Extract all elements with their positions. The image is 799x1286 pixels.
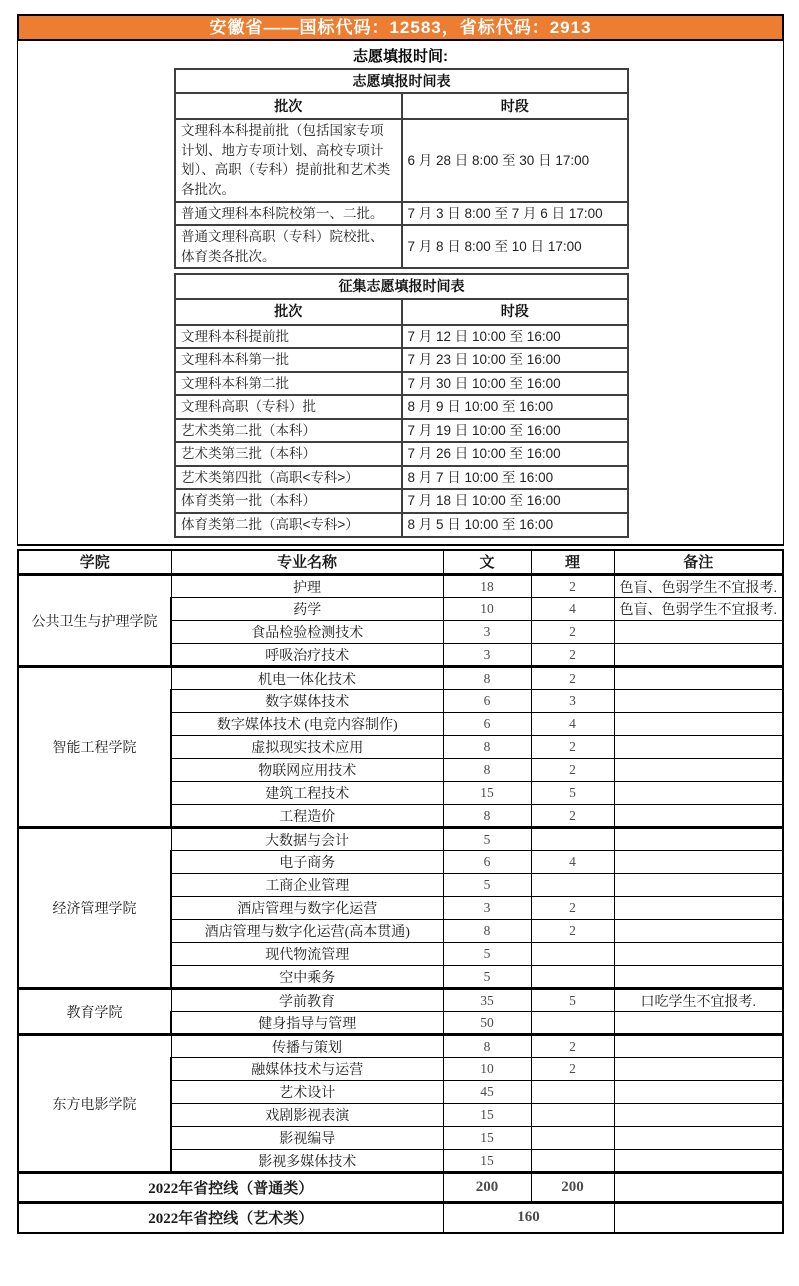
- major-name-cell: 建筑工程技术: [171, 782, 443, 805]
- wen-count-cell: 8: [443, 1035, 531, 1058]
- time-cell: 8 月 7 日 10:00 至 16:00: [402, 466, 629, 490]
- note-cell: [614, 1150, 783, 1173]
- major-name-cell: 学前教育: [171, 989, 443, 1012]
- li-count-cell: 4: [531, 598, 614, 621]
- majors-table: [17, 549, 784, 1234]
- li-count-cell: [531, 1127, 614, 1150]
- timetable-row: [175, 489, 628, 513]
- time-cell: 7 月 30 日 10:00 至 16:00: [402, 372, 629, 396]
- note-cell: [614, 805, 783, 828]
- wen-count-cell: 8: [443, 667, 531, 690]
- major-column-header: 专业名称: [171, 550, 443, 575]
- li-count-cell: [531, 1012, 614, 1035]
- li-count-cell: [531, 1150, 614, 1173]
- time-cell: 7 月 23 日 10:00 至 16:00: [402, 348, 629, 372]
- wen-count-cell: 3: [443, 644, 531, 667]
- college-group: [18, 575, 783, 667]
- note-cell: 口吃学生不宜报考.: [614, 989, 783, 1012]
- note-cell: [614, 920, 783, 943]
- section-title: 志愿填报时间:: [353, 48, 448, 65]
- major-row: [18, 667, 783, 690]
- batch-cell: 文理科本科提前批: [175, 325, 402, 349]
- li-count-cell: [531, 874, 614, 897]
- table-title-row: [175, 274, 628, 298]
- control-line-combined-value: 160: [443, 1203, 614, 1233]
- wen-count-cell: 5: [443, 943, 531, 966]
- note-cell: [614, 828, 783, 851]
- major-name-cell: 虚拟现实技术应用: [171, 736, 443, 759]
- college-column-header: 学院: [18, 550, 171, 575]
- time-cell: 8 月 9 日 10:00 至 16:00: [402, 395, 629, 419]
- timetable-row: [175, 348, 628, 372]
- note-cell: [614, 966, 783, 989]
- application-time-section: [17, 41, 784, 546]
- major-name-cell: 空中乘务: [171, 966, 443, 989]
- majors-table-section: [17, 549, 784, 1234]
- note-cell: [614, 1127, 783, 1150]
- li-count-cell: 2: [531, 575, 614, 598]
- wen-count-cell: 45: [443, 1081, 531, 1104]
- timetable-row: [175, 442, 628, 466]
- note-cell: [614, 874, 783, 897]
- control-line-footer: [18, 1173, 783, 1203]
- wen-count-cell: 8: [443, 759, 531, 782]
- major-name-cell: 融媒体技术与运营: [171, 1058, 443, 1081]
- time-cell: 7 月 26 日 10:00 至 16:00: [402, 442, 629, 466]
- province-header-text: 安徽省——国标代码：12583，省标代码：2913: [209, 18, 592, 37]
- batch-column-header: 批次: [175, 93, 402, 119]
- li-count-cell: [531, 828, 614, 851]
- college-group: [18, 667, 783, 828]
- note-cell: 色盲、色弱学生不宜报考.: [614, 575, 783, 598]
- table-header-row: [175, 299, 628, 325]
- timetable-row: [175, 419, 628, 443]
- major-name-cell: 数字媒体技术: [171, 690, 443, 713]
- major-name-cell: 食品检验检测技术: [171, 621, 443, 644]
- major-name-cell: 数字媒体技术 (电竞内容制作): [171, 713, 443, 736]
- control-line-footer: [18, 1203, 783, 1233]
- sheet: [17, 14, 784, 1234]
- application-timetable: [174, 68, 629, 269]
- college-cell: 经济管理学院: [18, 828, 171, 989]
- major-name-cell: 酒店管理与数字化运营: [171, 897, 443, 920]
- li-count-cell: 4: [531, 713, 614, 736]
- batch-cell: 艺术类第三批（本科）: [175, 442, 402, 466]
- wen-column-header: 文: [443, 550, 531, 575]
- major-row: [18, 575, 783, 598]
- note-cell: [614, 1012, 783, 1035]
- control-line-label: 2022年省控线（艺术类）: [18, 1203, 443, 1233]
- control-line-label: 2022年省控线（普通类）: [18, 1173, 443, 1203]
- college-cell: 教育学院: [18, 989, 171, 1035]
- note-cell: 色盲、色弱学生不宜报考.: [614, 598, 783, 621]
- li-count-cell: 4: [531, 851, 614, 874]
- timetable-row: [175, 202, 628, 226]
- major-name-cell: 护理: [171, 575, 443, 598]
- time-column-header: 时段: [402, 93, 629, 119]
- major-name-cell: 现代物流管理: [171, 943, 443, 966]
- college-cell: 东方电影学院: [18, 1035, 171, 1173]
- control-line-li-value: 200: [531, 1173, 614, 1203]
- batch-cell: 普通文理科高职（专科）院校批、体育类各批次。: [175, 225, 402, 268]
- note-cell: [614, 1035, 783, 1058]
- major-name-cell: 药学: [171, 598, 443, 621]
- timetable-row: [175, 466, 628, 490]
- wen-count-cell: 3: [443, 897, 531, 920]
- timetable-row: [175, 225, 628, 268]
- major-name-cell: 酒店管理与数字化运营(高本贯通): [171, 920, 443, 943]
- note-cell: [614, 943, 783, 966]
- table-title-row: [175, 69, 628, 93]
- major-name-cell: 机电一体化技术: [171, 667, 443, 690]
- control-line-wen-value: 200: [443, 1173, 531, 1203]
- timetable-row: [175, 513, 628, 537]
- note-cell: [614, 736, 783, 759]
- supplementary-timetable: [174, 273, 629, 537]
- batch-cell: 文理科本科提前批（包括国家专项计划、地方专项计划、高校专项计划）、高职（专科）提前批和艺术类各批次。: [175, 119, 402, 201]
- li-count-cell: 2: [531, 805, 614, 828]
- note-cell: [614, 1203, 783, 1233]
- timetable-row: [175, 395, 628, 419]
- major-row: [18, 1035, 783, 1058]
- wen-count-cell: 35: [443, 989, 531, 1012]
- li-count-cell: 3: [531, 690, 614, 713]
- li-count-cell: 2: [531, 621, 614, 644]
- note-cell: [614, 644, 783, 667]
- timetable-row: [175, 325, 628, 349]
- wen-count-cell: 6: [443, 851, 531, 874]
- li-count-cell: 2: [531, 1058, 614, 1081]
- li-count-cell: 2: [531, 897, 614, 920]
- table-header-row: [175, 93, 628, 119]
- time-cell: 7 月 8 日 8:00 至 10 日 17:00: [402, 225, 629, 268]
- wen-count-cell: 8: [443, 805, 531, 828]
- batch-cell: 体育类第二批（高职<专科>）: [175, 513, 402, 537]
- major-name-cell: 电子商务: [171, 851, 443, 874]
- wen-count-cell: 5: [443, 828, 531, 851]
- major-name-cell: 影视多媒体技术: [171, 1150, 443, 1173]
- batch-cell: 艺术类第二批（本科）: [175, 419, 402, 443]
- note-cell: [614, 1058, 783, 1081]
- time-cell: 8 月 5 日 10:00 至 16:00: [402, 513, 629, 537]
- note-cell: [614, 690, 783, 713]
- major-name-cell: 传播与策划: [171, 1035, 443, 1058]
- li-column-header: 理: [531, 550, 614, 575]
- batch-cell: 艺术类第四批（高职<专科>）: [175, 466, 402, 490]
- major-row: [18, 828, 783, 851]
- li-count-cell: [531, 966, 614, 989]
- note-cell: [614, 1104, 783, 1127]
- li-count-cell: 5: [531, 989, 614, 1012]
- wen-count-cell: 10: [443, 1058, 531, 1081]
- li-count-cell: 2: [531, 667, 614, 690]
- batch-cell: 体育类第一批（本科）: [175, 489, 402, 513]
- wen-count-cell: 8: [443, 736, 531, 759]
- wen-count-cell: 50: [443, 1012, 531, 1035]
- batch-cell: 文理科本科第二批: [175, 372, 402, 396]
- wen-count-cell: 5: [443, 874, 531, 897]
- note-cell: [614, 759, 783, 782]
- college-group: [18, 1035, 783, 1173]
- major-name-cell: 工程造价: [171, 805, 443, 828]
- timetable1-title: 志愿填报时间表: [175, 69, 628, 93]
- batch-cell: 普通文理科本科院校第一、二批。: [175, 202, 402, 226]
- time-column-header: 时段: [402, 299, 629, 325]
- major-name-cell: 健身指导与管理: [171, 1012, 443, 1035]
- li-count-cell: 2: [531, 920, 614, 943]
- majors-header-row: [18, 550, 783, 575]
- note-column-header: 备注: [614, 550, 783, 575]
- batch-column-header: 批次: [175, 299, 402, 325]
- note-cell: [614, 782, 783, 805]
- timetable-row: [175, 119, 628, 201]
- province-header-bar: [17, 14, 784, 41]
- li-count-cell: 2: [531, 644, 614, 667]
- note-cell: [614, 667, 783, 690]
- li-count-cell: 5: [531, 782, 614, 805]
- major-name-cell: 影视编导: [171, 1127, 443, 1150]
- major-row: [18, 989, 783, 1012]
- time-cell: 6 月 28 日 8:00 至 30 日 17:00: [402, 119, 629, 201]
- time-cell: 7 月 18 日 10:00 至 16:00: [402, 489, 629, 513]
- time-cell: 7 月 12 日 10:00 至 16:00: [402, 325, 629, 349]
- college-cell: 公共卫生与护理学院: [18, 575, 171, 667]
- time-cell: 7 月 19 日 10:00 至 16:00: [402, 419, 629, 443]
- major-name-cell: 大数据与会计: [171, 828, 443, 851]
- wen-count-cell: 8: [443, 920, 531, 943]
- li-count-cell: 2: [531, 736, 614, 759]
- li-count-cell: [531, 1104, 614, 1127]
- li-count-cell: 2: [531, 759, 614, 782]
- major-name-cell: 呼吸治疗技术: [171, 644, 443, 667]
- major-name-cell: 物联网应用技术: [171, 759, 443, 782]
- li-count-cell: [531, 1081, 614, 1104]
- note-cell: [614, 713, 783, 736]
- wen-count-cell: 5: [443, 966, 531, 989]
- wen-count-cell: 15: [443, 782, 531, 805]
- wen-count-cell: 18: [443, 575, 531, 598]
- li-count-cell: [531, 943, 614, 966]
- batch-cell: 文理科本科第一批: [175, 348, 402, 372]
- major-name-cell: 戏剧影视表演: [171, 1104, 443, 1127]
- timetable2-title: 征集志愿填报时间表: [175, 274, 628, 298]
- li-count-cell: 2: [531, 1035, 614, 1058]
- time-cell: 7 月 3 日 8:00 至 7 月 6 日 17:00: [402, 202, 629, 226]
- batch-cell: 文理科高职（专科）批: [175, 395, 402, 419]
- wen-count-cell: 3: [443, 621, 531, 644]
- wen-count-cell: 10: [443, 598, 531, 621]
- control-line-row: [18, 1203, 783, 1233]
- college-group: [18, 828, 783, 989]
- college-group: [18, 989, 783, 1035]
- note-cell: [614, 1081, 783, 1104]
- note-cell: [614, 851, 783, 874]
- major-name-cell: 工商企业管理: [171, 874, 443, 897]
- major-name-cell: 艺术设计: [171, 1081, 443, 1104]
- note-cell: [614, 1173, 783, 1203]
- note-cell: [614, 621, 783, 644]
- timetable-row: [175, 372, 628, 396]
- wen-count-cell: 6: [443, 690, 531, 713]
- note-cell: [614, 897, 783, 920]
- college-cell: 智能工程学院: [18, 667, 171, 828]
- control-line-row: [18, 1173, 783, 1203]
- wen-count-cell: 15: [443, 1127, 531, 1150]
- wen-count-cell: 6: [443, 713, 531, 736]
- wen-count-cell: 15: [443, 1104, 531, 1127]
- wen-count-cell: 15: [443, 1150, 531, 1173]
